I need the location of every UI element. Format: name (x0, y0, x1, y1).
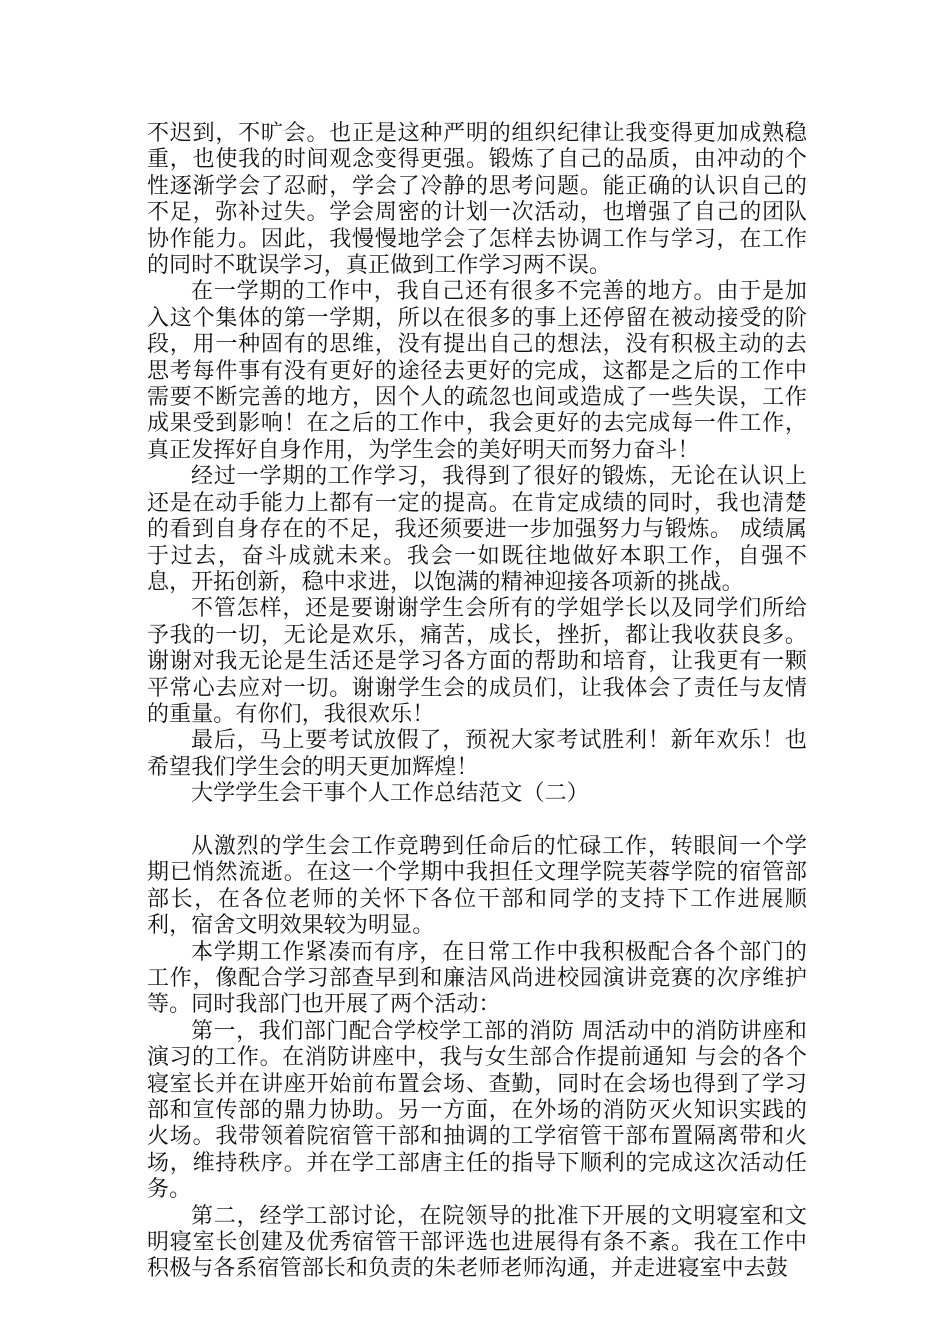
paragraph-semester-work: 本学期工作紧凑而有序，在日常工作中我积极配合各个部门的工作，像配合学习部查早到和廉洁风尚进校园演讲竞赛的次序维护等。同时我部门也开展了两个活动： (147, 939, 807, 1018)
paragraph-progress: 经过一学期的工作学习，我得到了很好的锻炼，无论在认识上还是在动手能力上都有一定的提高。在肯定成绩的同时，我也清楚的看到自身存在的不足，我还须要进一步加强努力与锻炼。 成绩属于过去，奋斗成就未来。我会一如既往地做好本职工作，自强不息，开拓创新，稳中求进，以饱满的精神迎接各项新的挑战。 (147, 464, 807, 595)
paragraph-intro: 从激烈的学生会工作竞聘到任命后的忙碌工作，转眼间一个学期已悄然流逝。在这一个学期中我担任文理学院芙蓉学院的宿管部部长，在各位老师的关怀下各位干部和同学的支持下工作进展顺利，宿舍文明效果较为明显。 (147, 833, 807, 939)
paragraph-thanks: 不管怎样，还是要谢谢学生会所有的学姐学长以及同学们所给予我的一切，无论是欢乐，痛苦，成长，挫折，都让我收获良多。谢谢对我无论是生活还是学习各方面的帮助和培育，让我更有一颗平常心去应对一切。谢谢学生会的成员们，让我体会了责任与友情的重量。有你们，我很欢乐！ (147, 596, 807, 727)
blank-line (147, 808, 807, 834)
paragraph-activity-one: 第一，我们部门配合学校学工部的消防 周活动中的消防讲座和演习的工作。在消防讲座中，我与女生部合作提前通知 与会的各个寝室长并在讲座开始前布置会场、查勤，同时在会场也得到了学习部和宣传部的鼎力协助。另一方面，在外场的消防灭火知识实践的火场。我带领着院宿管干部和抽调的工学宿管干部布置隔离带和火场，维持秩序。并在学工部唐主任的指导下顺利的完成这次活动任务。 (147, 1018, 807, 1203)
paragraph-activity-two: 第二，经学工部讨论，在院领导的批准下开展的文明寝室和文明寝室长创建及优秀宿管干部评选也进展得有条不紊。我在工作中积极与各系宿管部长和负责的朱老师老师沟通，并走进寝室中去鼓 (147, 1203, 807, 1282)
paragraph-closing: 最后，马上要考试放假了，预祝大家考试胜利！新年欢乐！也希望我们学生会的明天更加辉煌！ (147, 728, 807, 780)
paragraph-shortcomings: 在一学期的工作中，我自己还有很多不完善的地方。由于是加入这个集体的第一学期，所以在很多的事上还停留在被动接受的阶段，用一种固有的思维，没有提出自己的想法，没有积极主动的去思考每件事有没有更好的途径去更好的完成，这都是之后的工作中需要不断完善的地方，因个人的疏忽也间或造成了一些失误，工作成果受到影响！在之后的工作中，我会更好的去完成每一件工作，真正发挥好自身作用，为学生会的美好明天而努力奋斗！ (147, 279, 807, 463)
paragraph-continuation: 不迟到，不旷会。也正是这种严明的组织纪律让我变得更加成熟稳重，也使我的时间观念变得更强。锻炼了自己的品质，由冲动的个性逐渐学会了忍耐，学会了冷静的思考问题。能正确的认识自己的不足，弥补过失。学会周密的计划一次活动，也增强了自己的团队协作能力。因此，我慢慢地学会了怎样去协调工作与学习，在工作的同时不耽误学习，真正做到工作学习两不误。 (147, 121, 807, 279)
section-heading: 大学学生会干事个人工作总结范文（二） (191, 781, 589, 807)
document-body (147, 121, 807, 1283)
